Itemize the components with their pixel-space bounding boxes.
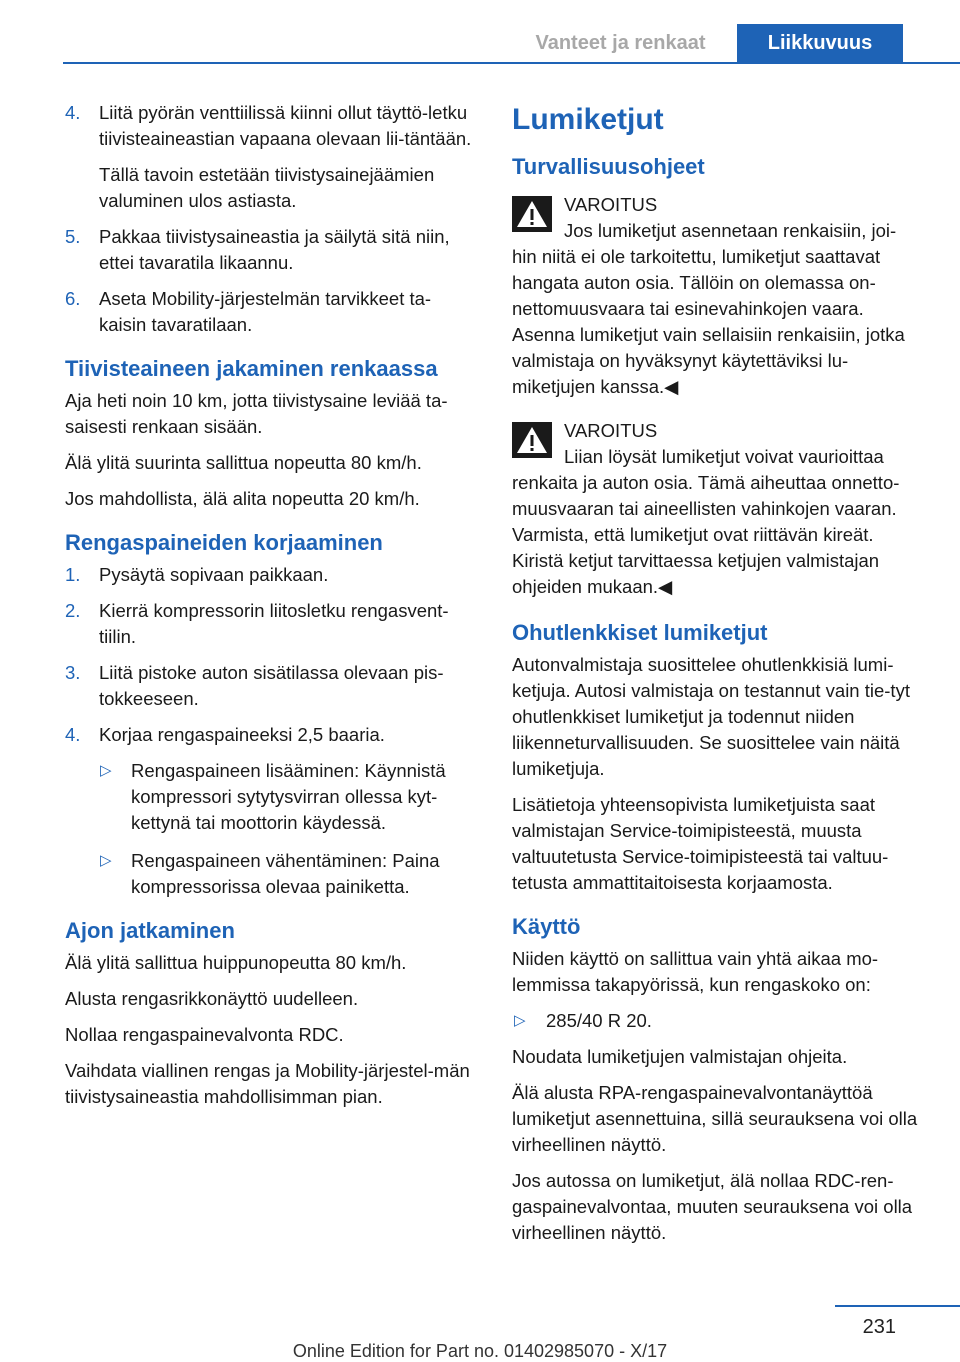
warning-block xyxy=(512,192,926,400)
warning-first-line: Liian löysät lumiketjut voivat vaurioittaa xyxy=(564,446,884,467)
right-column xyxy=(512,100,926,1256)
list-item xyxy=(65,224,477,276)
page-title: Lumiketjut xyxy=(512,103,664,136)
warning-icon xyxy=(512,196,552,232)
warning-icon xyxy=(512,422,552,458)
heading-safety: Turvallisuusohjeet xyxy=(512,154,705,179)
footer-rule xyxy=(835,1305,960,1307)
step-number: 3. xyxy=(65,662,81,683)
list-item xyxy=(65,100,477,214)
list-item xyxy=(65,722,477,748)
list-item xyxy=(65,660,477,712)
paragraph: Autonvalmistaja suosittelee ohutlenkkisiä lumi-ketjuja. Autosi valmistaja on testannut vain tie-tyt ohutlenkkiset lumiketjut ja todennut niiden liikenneturvallisuuden. Se suosittelee vain näitä lumiketjuja. xyxy=(512,654,910,779)
triangle-bullet-icon: ▷ xyxy=(514,1012,526,1029)
sub-item-text: Rengaspaineen lisääminen: Käynnistä kompressori sytytysvirran ollessa kyt-kettynä tai moottorin käydessä. xyxy=(131,760,446,833)
list-item xyxy=(65,286,477,338)
sub-item-text: Rengaspaineen vähentäminen: Paina kompressorissa olevaa painiketta. xyxy=(131,850,440,897)
warning-text: hin niitä ei ole tarkoitettu, lumiketjut saattavat hangata auton osia. Tällöin on olemassa on-nettomuusvaara tai esinevahinkojen vaara. Asenna lumiketjut vain sellaisiin renkaisiin, jotka valmistaja on hyväksynyt käytettäviksi lu-miketjujen kanssa.◀ xyxy=(512,246,905,397)
heading-usage: Käyttö xyxy=(512,914,581,939)
heading-fine-link-chains: Ohutlenkkiset lumiketjut xyxy=(512,620,768,645)
paragraph: Lisätietoja yhteensopivista lumiketjuista saat valmistajan Service-toimipisteestä, muusta valtuutetusta Service-toimipisteestä tai valtuu-tetusta ammattitaitoisesta korjaamosta. xyxy=(512,794,889,893)
paragraph: Jos autossa on lumiketjut, älä nollaa RDC-ren-gaspainevalvontaa, muuten seurauksena voi olla virheellinen näyttö. xyxy=(512,1170,913,1243)
paragraph: Älä ylitä suurinta sallittua nopeutta 80 km/h. xyxy=(65,452,422,473)
step-note: Tällä tavoin estetään tiivistysainejäämien valuminen ulos astiasta. xyxy=(99,164,435,211)
heading-tire-pressure: Rengaspaineiden korjaaminen xyxy=(65,530,383,555)
heading-continue-driving: Ajon jatkaminen xyxy=(65,918,235,943)
warning-text: renkaita ja auton osia. Tämä aiheuttaa onnetto-muusvaaran tai aineellisten vahinkojen vaaran. Varmista, että lumiketjut ovat riittävän kireät. Kiristä ketjut tarvittaessa ketjujen valmistajan ohjeiden mukaan.◀ xyxy=(512,472,900,597)
step-text: Pakkaa tiivistysaineastia ja säilytä sitä niin, ettei tavaratila likaannu. xyxy=(99,226,450,273)
paragraph: Niiden käyttö on sallittua vain yhtä aikaa mo-lemmissa takapyörissä, kun rengaskoko on: xyxy=(512,948,879,995)
paragraph: Noudata lumiketjujen valmistajan ohjeita. xyxy=(512,1046,848,1067)
heading-sealant-distribution: Tiivisteaineen jakaminen renkaassa xyxy=(65,356,438,381)
step-number: 4. xyxy=(65,724,81,745)
paragraph: Jos mahdollista, älä alita nopeutta 20 km/h. xyxy=(65,488,420,509)
tire-size: 285/40 R 20. xyxy=(546,1010,652,1031)
paragraph: Vaihdata viallinen rengas ja Mobility-järjestel-män tiivistysaineastia mahdollisimman pian. xyxy=(65,1060,470,1107)
list-item xyxy=(65,562,477,588)
list-item xyxy=(65,598,477,650)
step-text: Aseta Mobility-järjestelmän tarvikkeet ta-kaisin tavaratilaan. xyxy=(99,288,432,335)
page-header xyxy=(0,0,960,66)
step-text: Korjaa rengaspaineeksi 2,5 baaria. xyxy=(99,724,385,745)
step-number: 4. xyxy=(65,102,81,123)
step-number: 1. xyxy=(65,564,81,585)
edition-footer: Online Edition for Part no. 01402985070 - X/17 xyxy=(292,1341,668,1361)
paragraph: Älä alusta RPA-rengaspainevalvontanäyttöä lumiketjut asennettuina, sillä seurauksena voi olla virheellinen näyttö. xyxy=(512,1082,918,1155)
sub-list-item xyxy=(65,848,477,900)
paragraph: Älä ylitä sallittua huippunopeutta 80 km/h. xyxy=(65,952,407,973)
step-number: 5. xyxy=(65,226,81,247)
warning-first-line: Jos lumiketjut asennetaan renkaisiin, joi- xyxy=(564,220,897,241)
paragraph: Alusta rengasrikkonäyttö uudelleen. xyxy=(65,988,359,1009)
step-text: Liitä pyörän venttiilissä kiinni ollut täyttö-letku tiivisteaineastian vapaana olevaan lii-täntään. xyxy=(99,102,472,149)
warning-label: VAROITUS xyxy=(564,420,658,441)
header-section-title: Vanteet ja renkaat xyxy=(535,32,706,54)
warning-label: VAROITUS xyxy=(564,194,658,215)
list-item xyxy=(512,1008,926,1034)
paragraph: Aja heti noin 10 km, jotta tiivistysaine leviää ta-saisesti renkaan sisään. xyxy=(65,390,448,437)
sub-list-item xyxy=(65,758,477,836)
step-number: 2. xyxy=(65,600,81,621)
triangle-bullet-icon: ▷ xyxy=(100,762,112,779)
triangle-bullet-icon: ▷ xyxy=(100,852,112,869)
step-text: Pysäytä sopivaan paikkaan. xyxy=(99,564,329,585)
step-text: Liitä pistoke auton sisätilassa olevaan pis-tokkeeseen. xyxy=(99,662,444,709)
step-number: 6. xyxy=(65,288,81,309)
step-text: Kierrä kompressorin liitosletku rengasvent-tiilin. xyxy=(99,600,449,647)
paragraph: Nollaa rengaspainevalvonta RDC. xyxy=(65,1024,344,1045)
left-column xyxy=(65,100,477,1120)
warning-block xyxy=(512,418,926,600)
header-chapter-tab: Liikkuvuus xyxy=(737,24,903,62)
page-number: 231 xyxy=(862,1316,896,1338)
header-rule xyxy=(63,62,960,64)
